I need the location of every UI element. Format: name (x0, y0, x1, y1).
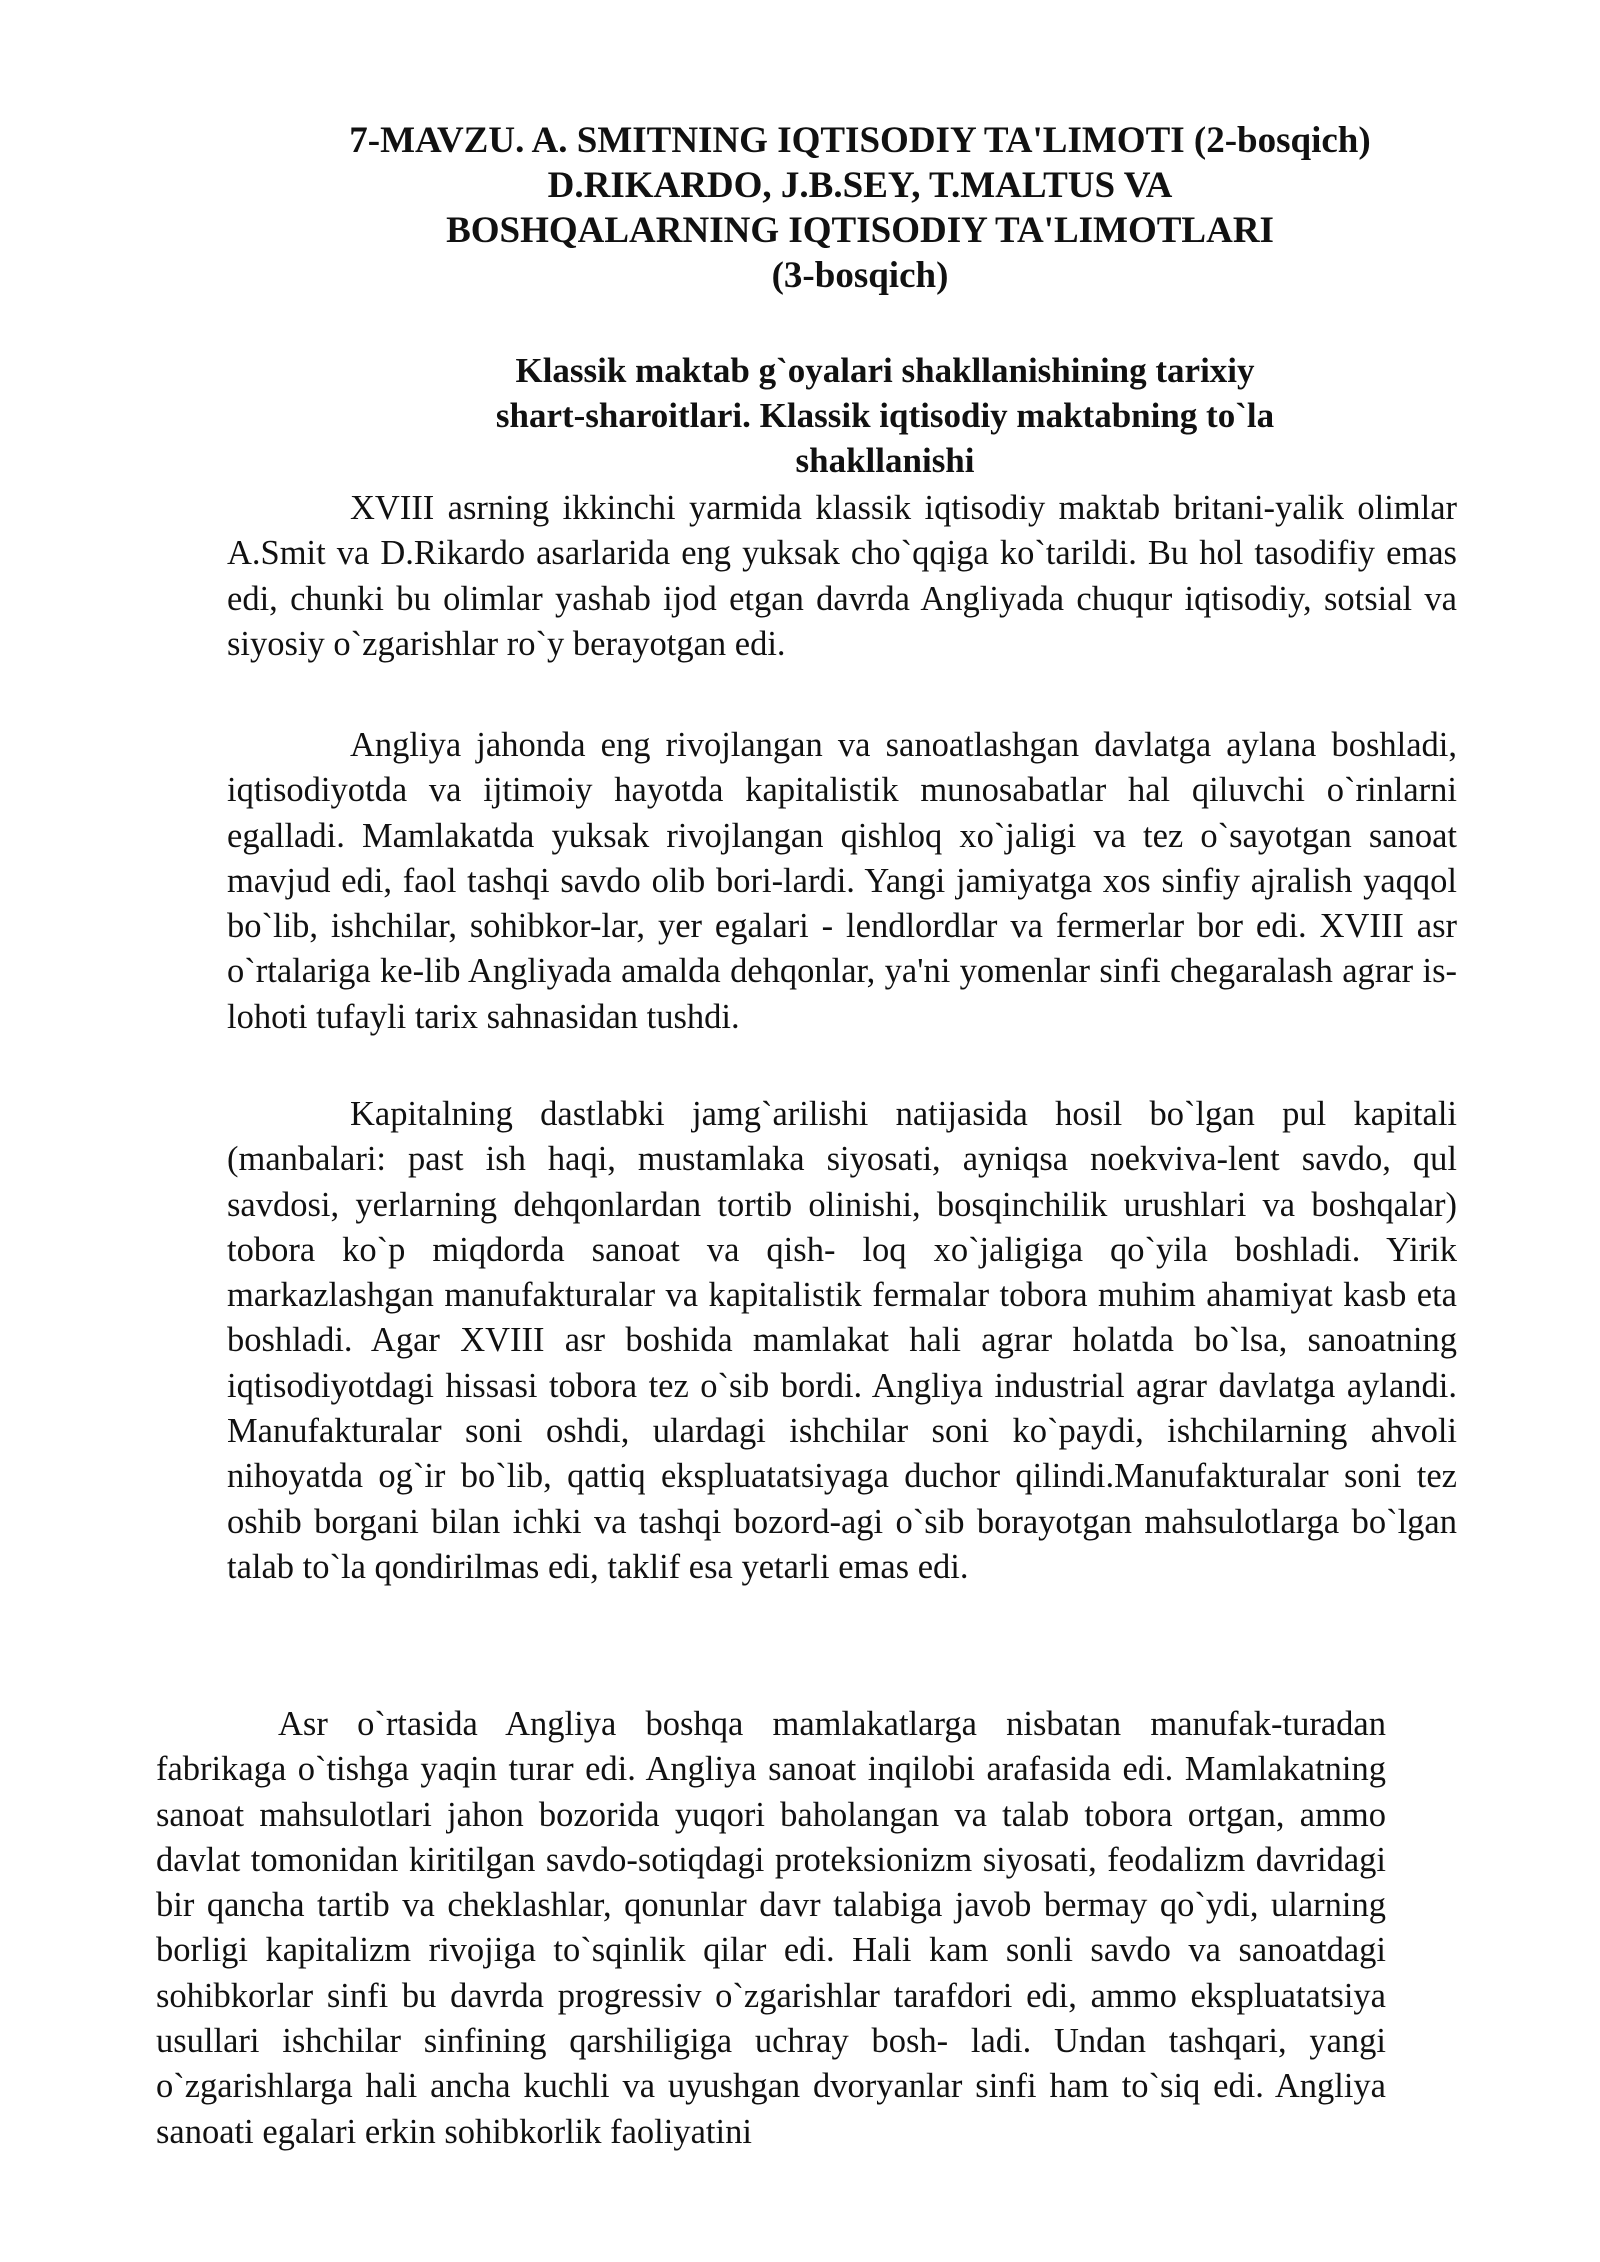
title-line-4: (3-bosqich) (771, 255, 949, 296)
section-heading-line-3: shakllanishi (795, 441, 975, 480)
section-heading-line-2: shart-sharoitlari. Klassik iqtisodiy maktabning to`la (495, 396, 1275, 435)
paragraph-1: XVIII asrning ikkinchi yarmida klassik iqtisodiy maktab britani-yalik olimlar A.Smit va D.Rikardo asarlarida eng yuksak cho`qqiga ko`tarildi. Bu hol tasodifiy emas edi, chunki bu olimlar yashab ijod etgan davrda Angliyada chuqur iqtisodiy, sotsial va siyosiy o`zgarishlar ro`y berayotgan edi. (227, 489, 1457, 663)
paragraph-2: Angliya jahonda eng rivojlangan va sanoatlashgan davlatga aylana boshladi, iqtisodiyotda va ijtimoiy hayotda kapitalistik munosabatlar hal qiluvchi o`rinlarni egalladi. Mamlakatda yuksak rivojlangan qishloq xo`jaligi va tez o`sayotgan sanoat mavjud edi, faol tashqi savdo olib bori-lardi. Yangi jamiyatga xos sinfiy ajralish yaqqol bo`lib, ishchilar, sohibkor-lar, yer egalari - lendlordlar va fermerlar bor edi. XVIII asr o`rtalariga ke-lib Angliyada amalda dehqonlar, ya'ni yomenlar sinfi chegaralash agrar is-lohoti tufayli tarix sahnasidan tushdi. (227, 726, 1457, 1036)
title-line-2: D.RIKARDO, J.B.SEY, T.MALTUS VA (547, 165, 1173, 206)
title-line-1: 7-MAVZU. A. SMITNING IQTISODIY TA'LIMOTI (2-bosqich) (349, 120, 1371, 161)
section-heading-line-1: Klassik maktab g`oyalari shakllanishining tarixiy (515, 351, 1255, 390)
title-line-3: BOSHQALARNING IQTISODIY TA'LIMOTLARI (446, 210, 1274, 251)
paragraph-4: Asr o`rtasida Angliya boshqa mamlakatlarga nisbatan manufak-turadan fabrikaga o`tishga yaqin turar edi. Angliya sanoat inqilobi arafasida edi. Mamlakatning sanoat mahsulotlari jahon bozorida yuqori baholangan va talab tobora ortgan, ammo davlat tomonidan kiritilgan savdo-sotiqdagi proteksionizm siyosati, feodalizm davridagi bir qancha tartib va cheklashlar, qonunlar davr talabiga javob bermay qo`ydi, ularning borligi kapitalizm rivojiga to`sqinlik qilar edi. Hali kam sonli savdo va sanoatdagi sohibkorlar sinfi bu davrda progressiv o`zgarishlar tarafdori edi, ammo ekspluatatsiya usullari ishchilar sinfining qarshiligiga uchray bosh- ladi. Undan tashqari, yangi o`zgarishlarga hali ancha kuchli va uyushgan dvoryanlar sinfi ham to`siq edi. Angliya sanoati egalari erkin sohibkorlik faoliyatini (156, 1705, 1386, 2151)
paragraph-3: Kapitalning dastlabki jamg`arilishi natijasida hosil bo`lgan pul kapitali (manbalari: past ish haqi, mustamlaka siyosati, ayniqsa noekviva-lent savdo, qul savdosi, yerlarning dehqonlardan tortib olinishi, bosqinchilik urushlari va boshqalar) tobora ko`p miqdorda sanoat va qish- loq xo`jaligiga qo`yila boshladi. Yirik markazlashgan manufakturalar va kapitalistik fermalar tobora muhim ahamiyat kasb eta boshladi. Agar XVIII asr boshida mamlakat hali agrar holatda bo`lsa, sanoatning iqtisodiyotdagi hissasi tobora tez o`sib bordi. Angliya industrial agrar davlatga aylandi. Manufakturalar soni oshdi, ulardagi ishchilar soni ko`paydi, ishchilarning ahvoli nihoyatda og`ir bo`lib, qattiq ekspluatatsiyaga duchor qilindi.Manufakturalar soni tez oshib borgani bilan ichki va tashqi bozord-agi o`sib borayotgan mahsulotlarga bo`lgan talab to`la qondirilmas edi, taklif esa yetarli emas edi. (227, 1095, 1457, 1586)
